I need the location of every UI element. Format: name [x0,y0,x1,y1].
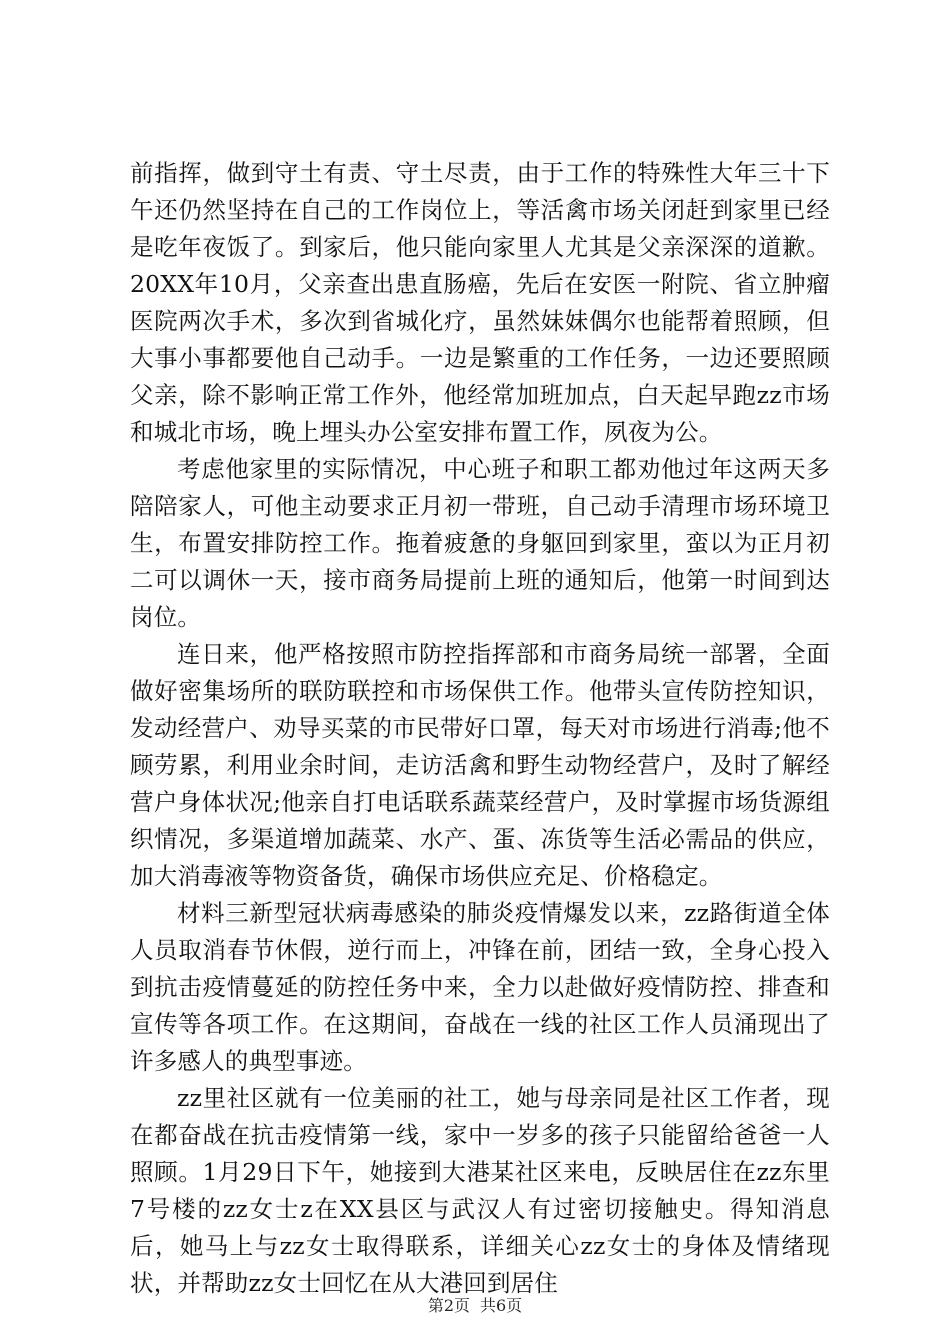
page-total: 共6页 [480,1296,523,1315]
paragraph-5: zz里社区就有一位美丽的社工，她与母亲同是社区工作者，现在都奋战在抗击疫情第一线，家中一岁多的孩子只能留给爸爸一人照顾。1月29日下午，她接到大港某社区来电，反映居住在zz东里7号楼的zz女士z在XX县区与武汉人有过密切接触史。得知消息后，她马上与zz女士取得联系，详细关心zz女士的身体及情绪现状，并帮助zz女士回忆在从大港回到居住 [130,1084,830,1297]
document-body [130,155,830,1302]
paragraph-4: 材料三新型冠状病毒感染的肺炎疫情爆发以来，zz路街道全体人员取消春节休假，逆行而上，冲锋在前，团结一致，全身心投入到抗击疫情蔓延的防控任务中来，全力以赴做好疫情防控、排查和宣传等各项工作。在这期间，奋战在一线的社区工作人员涌现出了许多感人的典型事迹。 [130,899,830,1075]
page-footer [0,1296,950,1316]
paragraph-2: 考虑他家里的实际情况，中心班子和职工都劝他过年这两天多陪陪家人，可他主动要求正月初一带班，自己动手清理市场环境卫生，布置安排防控工作。拖着疲惫的身躯回到家里，蛮以为正月初二可以调休一天，接市商务局提前上班的通知后，他第一时间到达岗位。 [130,455,830,631]
page-number: 第2页 [427,1296,470,1315]
paragraph-1: 前指挥，做到守土有责、守土尽责，由于工作的特殊性大年三十下午还仍然坚持在自己的工作岗位上，等活禽市场关闭赶到家里已经是吃年夜饭了。到家后，他只能向家里人尤其是父亲深深的道歉。20XX年10月，父亲查出患直肠癌，先后在安医一附院、省立肿瘤医院两次手术，多次到省城化疗，虽然妹妹偶尔也能帮着照顾，但大事小事都要他自己动手。一边是繁重的工作任务，一边还要照顾父亲，除不影响正常工作外，他经常加班加点，白天起早跑zz市场和城北市场，晚上埋头办公室安排布置工作，夙夜为公。 [130,159,830,446]
paragraph-3: 连日来，他严格按照市防控指挥部和市商务局统一部署，全面做好密集场所的联防联控和市场保供工作。他带头宣传防控知识，发动经营户、劝导买菜的市民带好口罩，每天对市场进行消毒;他不顾劳累，利用业余时间，走访活禽和野生动物经营户，及时了解经营户身体状况;他亲自打电话联系蔬菜经营户，及时掌握市场货源组织情况，多渠道增加蔬菜、水产、蛋、冻货等生活必需品的供应，加大消毒液等物资备货，确保市场供应充足、价格稳定。 [130,640,830,890]
